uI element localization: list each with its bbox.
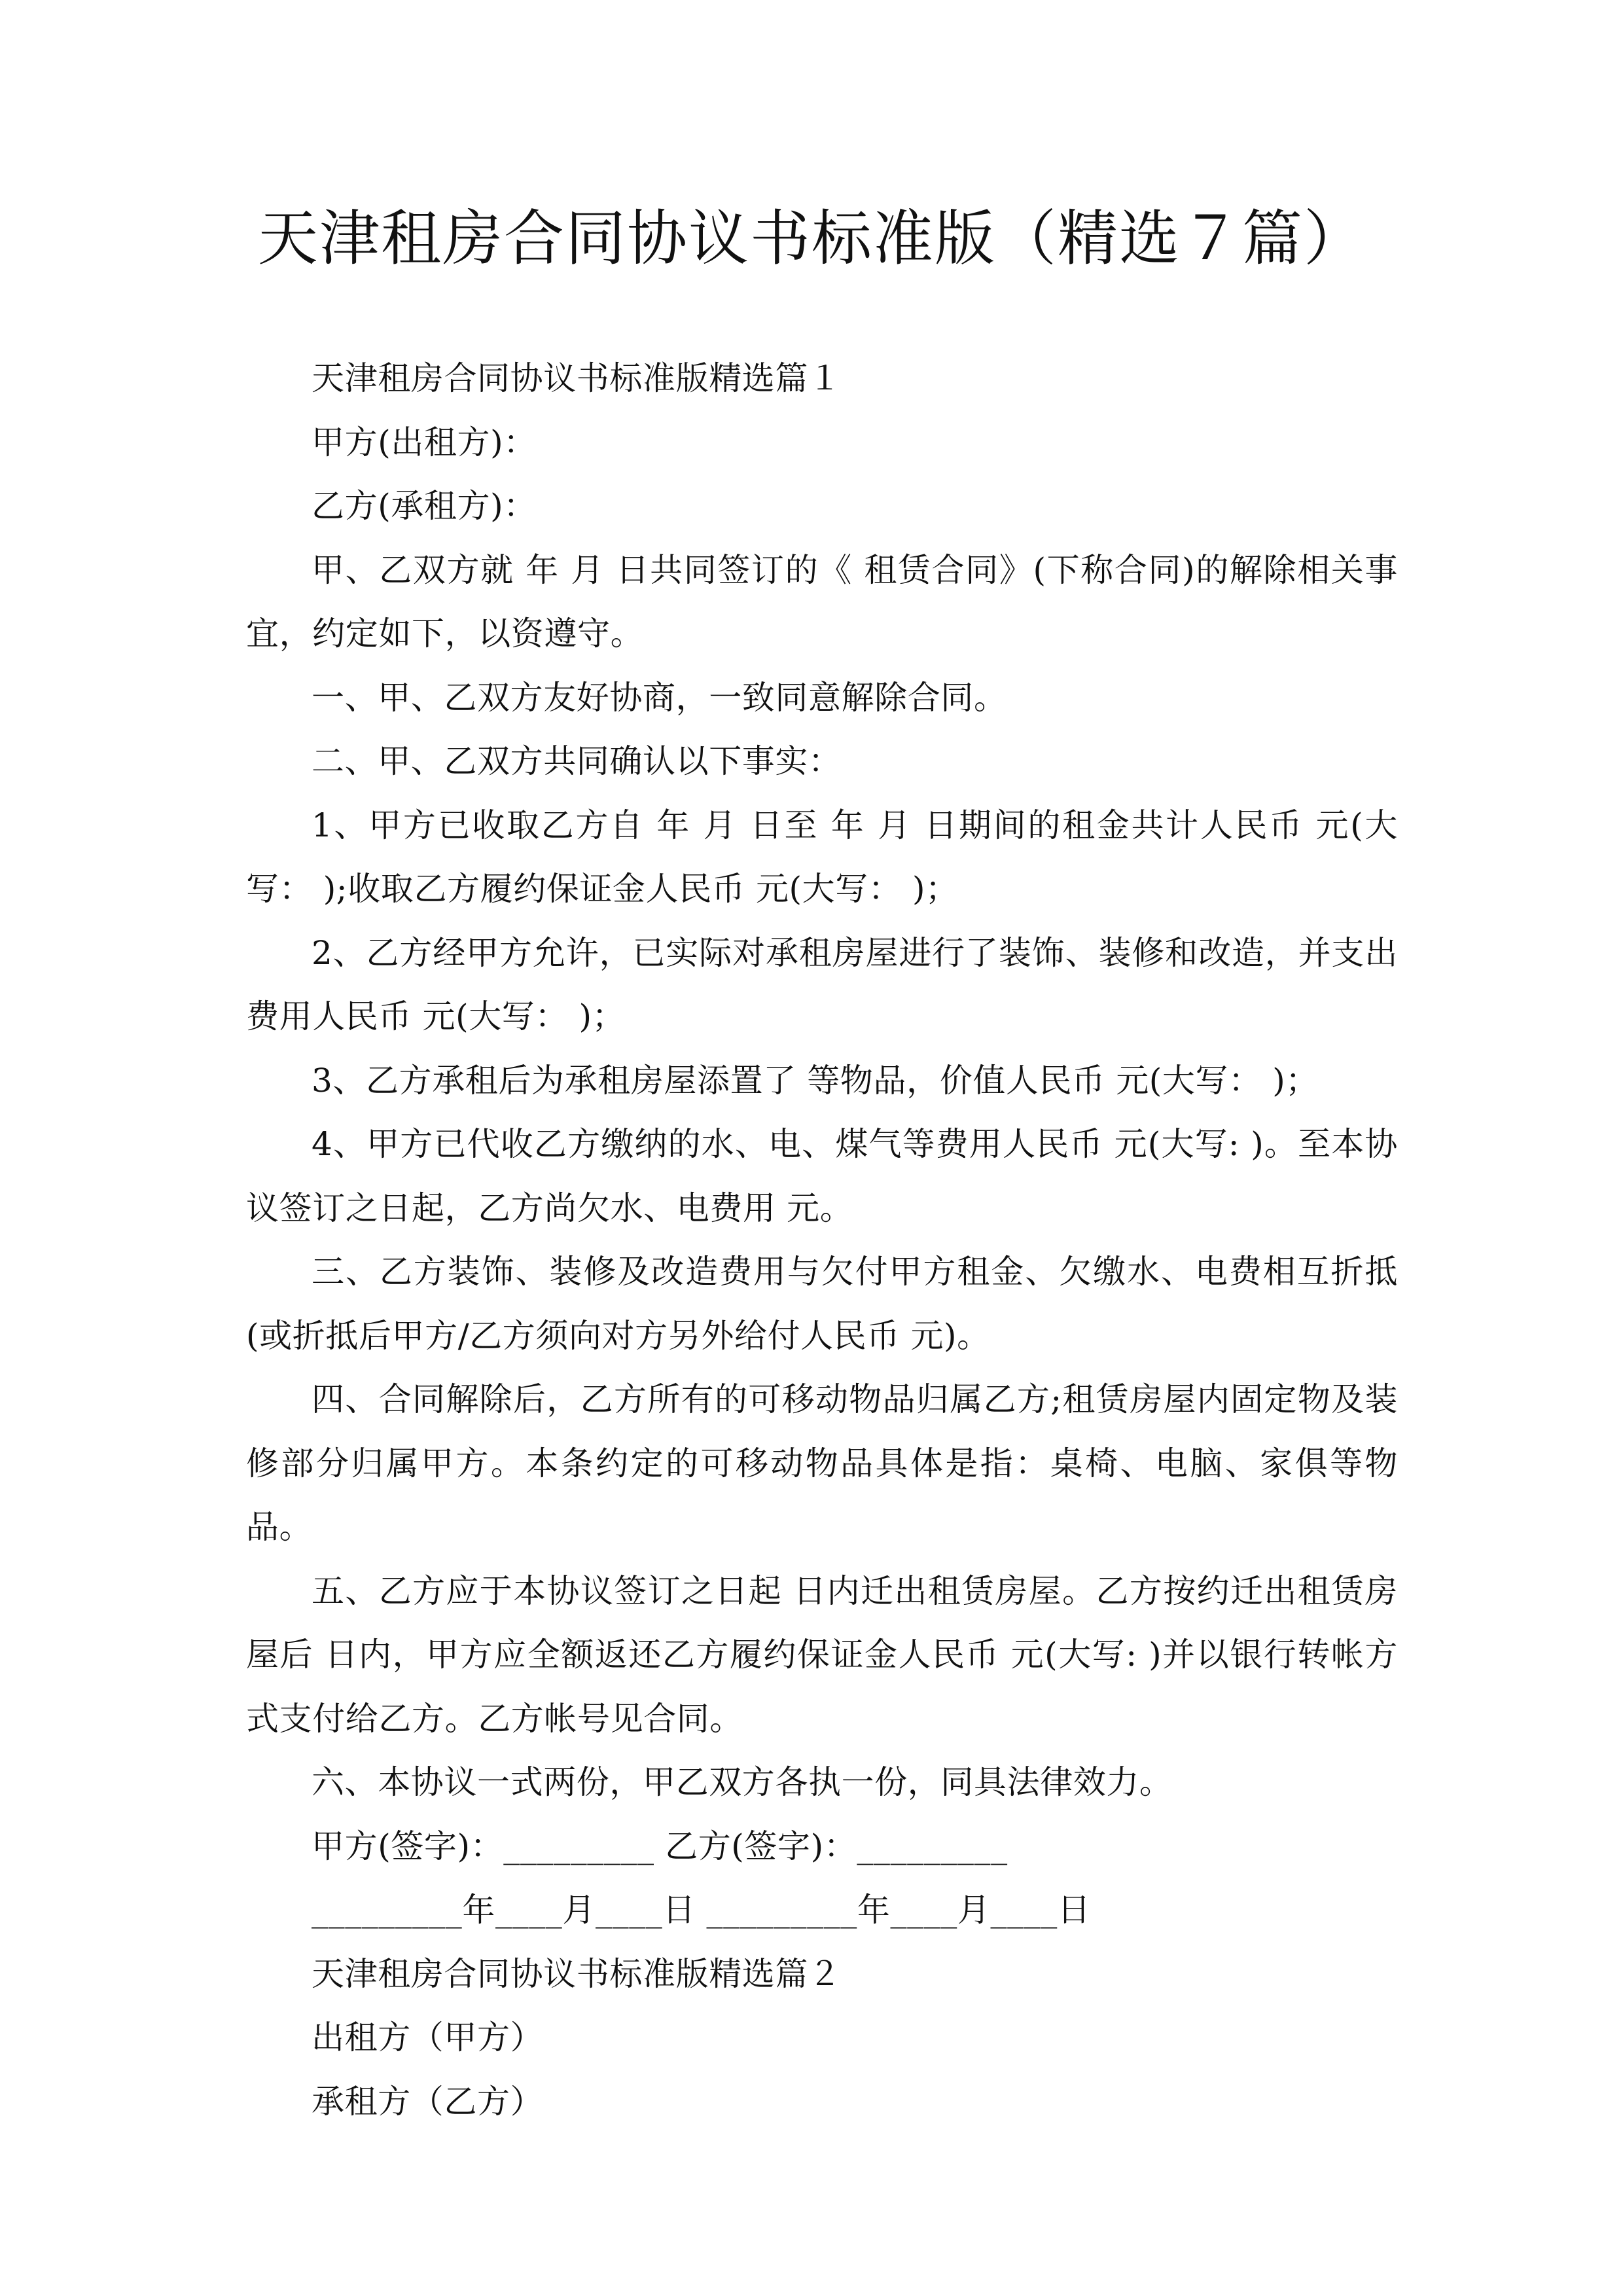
signature-line: 甲方(签字)：_________ 乙方(签字)：_________: [312, 1827, 1008, 1865]
date-line: _________年____月____日 _________年____月____日: [312, 1891, 1091, 1929]
clause-5: 五、乙方应于本协议签订之日起 日内迁出租赁房屋。乙方按约迁出租赁房屋后 日内，甲方应全额返还乙方履约保证金人民币 元(大写: )并以银行转帐方式支付给乙方。乙方帐号见合同。: [246, 1571, 1398, 1738]
fact-3: 3、乙方承租后为承租房屋添置了 等物品，价值人民币 元(大写： )；: [312, 1061, 1319, 1100]
clause-3: 三、乙方装饰、装修及改造费用与欠付甲方租金、欠缴水、电费相互折抵(或折抵后甲方/乙方须向对方另外给付人民币 元)。: [246, 1253, 1398, 1355]
document-body: [246, 347, 1398, 2134]
party-b-line: 乙方(承租方)：: [312, 487, 537, 525]
clause-6: 六、本协议一式两份，甲乙双方各执一份，同具法律效力。: [312, 1763, 1173, 1801]
section-heading-2: 天津租房合同协议书标准版精选篇２: [312, 1954, 842, 1993]
fact-4: 4、甲方已代收乙方缴纳的水、电、煤气等费用人民币 元(大写: )。至本协议签订之日起，乙方尚欠水、电费用 元。: [246, 1125, 1398, 1227]
party-a-line: 甲方(出租方)：: [312, 423, 537, 461]
document-title: 天津租房合同协议书标准版（精选７篇）: [257, 204, 1365, 274]
fact-2: 2、乙方经甲方允许，已实际对承租房屋进行了装饰、装修和改造，并支出费用人民币 元(大写： )；: [246, 933, 1398, 1035]
clause-2: 二、甲、乙双方共同确认以下事实：: [312, 742, 842, 780]
intro-paragraph: 甲、乙双方就 年 月 日共同签订的《 租赁合同》(下称合同)的解除相关事宜，约定如下，以资遵守。: [246, 550, 1398, 653]
clause-4: 四、合同解除后，乙方所有的可移动物品归属乙方;租赁房屋内固定物及装修部分归属甲方。本条约定的可移动物品具体是指：桌椅、电脑、家俱等物品。: [246, 1380, 1398, 1546]
lessee-line: 承租方（乙方）: [312, 2082, 544, 2121]
clause-1: 一、甲、乙双方友好协商，一致同意解除合同。: [312, 678, 1007, 717]
lessor-line: 出租方（甲方）: [312, 2018, 544, 2056]
fact-1: 1、甲方已收取乙方自 年 月 日至 年 月 日期间的租金共计人民币 元(大写： );收取乙方履约保证金人民币 元(大写： )；: [246, 806, 1398, 908]
section-heading-1: 天津租房合同协议书标准版精选篇１: [312, 359, 842, 397]
